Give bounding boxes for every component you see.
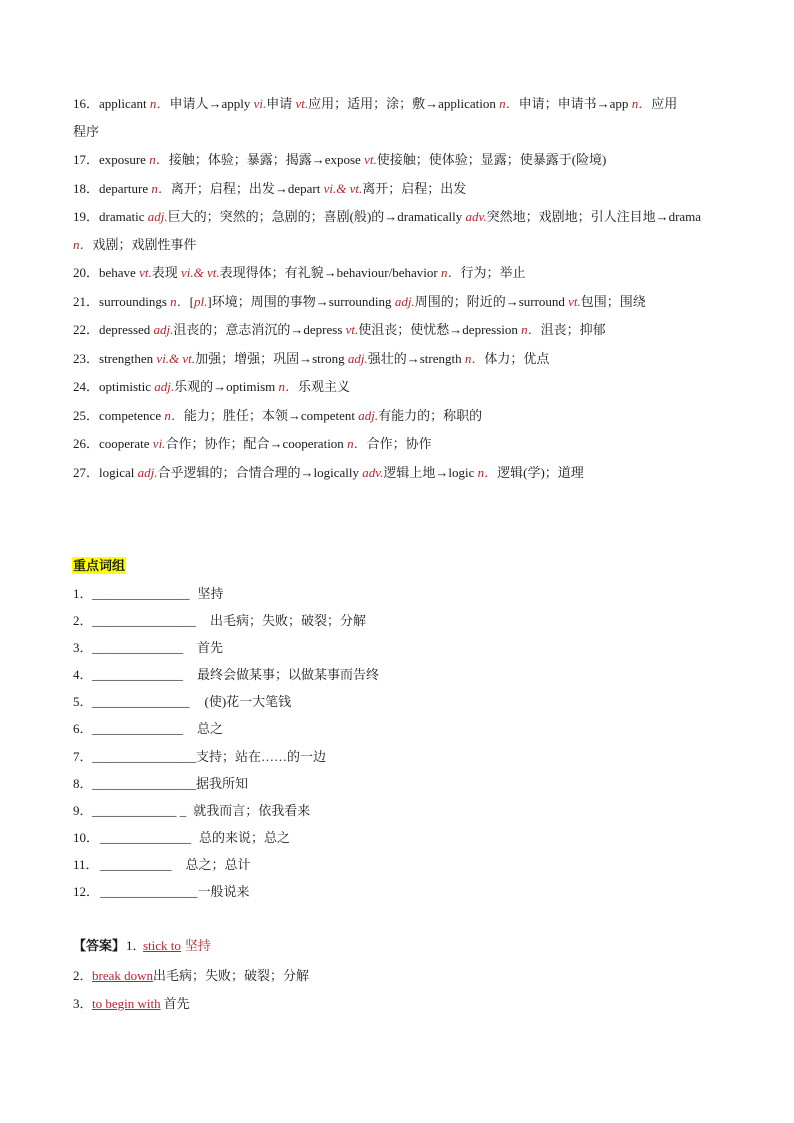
definition-text: 合作；协作；配合→cooperation [165, 436, 348, 451]
vocab-line [73, 146, 733, 174]
definition-text: 应用；适用；涂；敷→application [308, 96, 500, 111]
part-of-speech: n． [149, 96, 170, 111]
answer-blank: ______________ [100, 829, 191, 845]
part-of-speech: adj. [147, 209, 168, 224]
phrase-item [73, 607, 733, 634]
answer-blank: ______________ [92, 640, 183, 656]
definition-text: 表现得体；有礼貌→behaviour/behavior [219, 265, 441, 280]
entry-number: 17． [73, 152, 100, 167]
definition-text: 接触；体验；暴露；揭露→expose [168, 152, 365, 167]
vocab-line [73, 288, 733, 316]
phrase-meaning: (使)花一大笔钱 [204, 694, 292, 710]
definition-text: 应用 [651, 96, 678, 111]
part-of-speech: vt. [295, 96, 309, 111]
vocab-line [73, 459, 733, 487]
item-number: 2． [73, 613, 93, 629]
vocab-line [73, 90, 733, 118]
headword: competence [99, 407, 165, 423]
entry-number: 16． [73, 96, 100, 111]
answer-meaning: 首先 [163, 996, 190, 1011]
headword: logical [99, 464, 138, 480]
phrase-item [73, 715, 733, 742]
answer-item [73, 966, 309, 986]
part-of-speech: n． [440, 265, 461, 280]
definition-text: 合作；协作 [366, 436, 432, 451]
part-of-speech: adv. [362, 464, 384, 480]
answer-blank: _______________ [92, 586, 190, 601]
item-number: 4． [73, 667, 93, 683]
part-of-speech: vi. [253, 96, 267, 111]
phrase-meaning: 支持；站在……的一边 [196, 748, 327, 764]
part-of-speech: n． [164, 407, 184, 423]
phrase-meaning: 最终会做某事；以做某事而告终 [197, 667, 380, 683]
answer-blank: ________________ [92, 748, 196, 764]
part-of-speech: adj. [153, 322, 174, 337]
definition-text: 合乎逻辑的；合情合理的→logically [157, 464, 363, 480]
part-of-speech: n． [347, 436, 367, 451]
answer-blank: ________________ [92, 775, 196, 791]
definition-text: 能力；胜任；本领→competent [183, 407, 359, 423]
answer-phrase: stick to [143, 938, 181, 953]
item-number: 5． [73, 694, 93, 710]
definition-text: 离开；启程；出发→depart [170, 180, 324, 196]
part-of-speech: n． [464, 350, 485, 366]
entry-number: 20． [73, 265, 100, 280]
item-number: 6． [73, 721, 93, 737]
answer-label: 【答案】 [73, 938, 126, 953]
part-of-speech: vt. [364, 152, 377, 167]
phrase-meaning: 据我所知 [196, 775, 249, 791]
definition-text: 沮丧；抑郁 [540, 322, 606, 337]
answer-number: 1． [126, 938, 146, 953]
definition-text: 沮丧的；意志消沉的→depress [173, 322, 346, 337]
definition-text: 突然地；戏剧地；引人注目地→drama [486, 209, 702, 224]
vocab-entry [73, 288, 733, 316]
entry-number: 19． [73, 209, 100, 224]
definition-text: 加强；增强；巩固→strong [195, 350, 348, 366]
answer-item [73, 936, 211, 956]
headword: behave [99, 265, 140, 280]
definition-text: 乐观的→optimism [174, 379, 279, 394]
headword: strengthen [99, 350, 157, 366]
answer-meaning: 坚持 [184, 938, 211, 953]
definition-text: 体力；优点 [484, 350, 550, 366]
item-number: 3． [73, 640, 93, 656]
section-heading: 重点词组 [73, 558, 126, 573]
headword: depressed [99, 322, 154, 337]
vocab-entry [73, 459, 733, 487]
answer-phrase: to begin with [92, 996, 161, 1011]
vocab-line [73, 175, 733, 203]
part-of-speech: n． [631, 96, 652, 111]
entry-number: 21． [73, 293, 100, 309]
definition-text: 包围；围绕 [580, 293, 646, 309]
definition-text: 有能力的；称职的 [378, 407, 483, 423]
part-of-speech: vi.& vt. [180, 265, 220, 280]
vocab-line [73, 118, 733, 146]
definition-text: 乐观主义 [298, 379, 351, 394]
answer-blank: ______________ [92, 721, 183, 737]
headword: surroundings [99, 293, 171, 309]
headword: exposure [99, 152, 150, 167]
phrase-meaning: 总之；总计 [185, 856, 251, 872]
entry-number: 23． [73, 350, 100, 366]
phrase-meaning: 坚持 [197, 586, 224, 601]
answer-number: 3． [73, 996, 93, 1011]
answer-blank: _______________ [92, 694, 190, 710]
part-of-speech: pl. [194, 293, 208, 309]
answer-blank: ______________ [92, 667, 183, 683]
item-number: 12． [73, 884, 100, 900]
definition-text: 逻辑上地→logic [383, 464, 478, 480]
phrase-meaning: 总的来说；总之 [199, 829, 291, 845]
answer-item [73, 994, 190, 1014]
part-of-speech: n． [499, 96, 519, 111]
phrase-item [73, 580, 733, 607]
definition-text: 使沮丧；使忧愁→depression [358, 322, 522, 337]
definition-text: 使接触；使体验；显露；使暴露于(险境) [376, 152, 607, 167]
definition-text: ]环境；周围的事物→surrounding [207, 293, 395, 309]
part-of-speech: adj. [137, 464, 158, 480]
headword: optimistic [99, 379, 155, 394]
vocab-line [73, 259, 733, 287]
definition-text: 程序 [73, 123, 100, 139]
vocab-entry [73, 146, 733, 174]
item-number: 10． [73, 829, 100, 845]
part-of-speech: vt. [345, 322, 359, 337]
part-of-speech: n． [149, 152, 169, 167]
part-of-speech: adj. [358, 407, 379, 423]
answer-phrase: break down [92, 968, 154, 983]
part-of-speech: vi.& vt. [323, 180, 363, 196]
vocab-entry [73, 345, 733, 373]
phrase-meaning: 就我而言；依我看来 [193, 802, 311, 818]
entry-number: 18． [73, 180, 100, 196]
vocab-entry [73, 259, 733, 287]
phrase-item [73, 797, 733, 824]
definition-text: 申请；申请书→app [518, 96, 632, 111]
definition-text: [ [189, 293, 195, 309]
vocabulary-list [73, 90, 733, 487]
phrase-meaning: 出毛病；失败；破裂；分解 [210, 613, 367, 629]
part-of-speech: n． [477, 464, 498, 480]
definition-text: 表现 [151, 265, 181, 280]
part-of-speech: vt. [568, 293, 581, 309]
phrase-item [73, 878, 733, 905]
part-of-speech: adv. [465, 209, 487, 224]
answer-blank: ___________ [100, 856, 172, 872]
item-number: 8． [73, 775, 93, 791]
definition-text: 周围的；附近的→surround [414, 293, 569, 309]
headword: applicant [99, 96, 150, 111]
vocab-entry [73, 175, 733, 203]
entry-number: 24． [73, 379, 100, 394]
definition-text: 行为；举止 [460, 265, 526, 280]
part-of-speech: n． [73, 236, 93, 252]
phrase-item [73, 634, 733, 661]
headword: departure [99, 180, 152, 196]
answer-blank: ________________ [92, 613, 196, 629]
part-of-speech: adj. [154, 379, 175, 394]
phrase-item [73, 851, 733, 878]
part-of-speech: n． [170, 293, 190, 309]
part-of-speech: vt. [139, 265, 152, 280]
entry-number: 27． [73, 464, 100, 480]
part-of-speech: n． [521, 322, 541, 337]
phrase-item [73, 770, 733, 797]
vocab-line [73, 345, 733, 373]
answer-meaning: 出毛病；失败；破裂；分解 [153, 968, 310, 983]
phrase-item [73, 661, 733, 688]
vocab-entry [73, 402, 733, 430]
definition-text: 巨大的；突然的；急剧的；喜剧(般)的→dramatically [167, 209, 466, 224]
definition-text: 离开；启程；出发 [362, 180, 467, 196]
definition-text: 强壮的→strength [367, 350, 465, 366]
phrase-item [73, 688, 733, 715]
vocab-line [73, 203, 733, 231]
part-of-speech: adj. [394, 293, 415, 309]
answer-number: 2． [73, 968, 93, 983]
vocab-line [73, 316, 733, 344]
vocab-entry [73, 373, 733, 401]
vocab-line [73, 231, 733, 259]
part-of-speech: vi.& vt. [156, 350, 196, 366]
answer-blank: _____________ _ [92, 802, 187, 818]
vocab-entry [73, 316, 733, 344]
phrase-meaning: 一般说来 [197, 884, 250, 900]
vocab-line [73, 402, 733, 430]
part-of-speech: n． [278, 379, 299, 394]
part-of-speech: adj. [347, 350, 368, 366]
phrase-meaning: 首先 [197, 640, 224, 656]
vocab-line [73, 430, 733, 458]
definition-text: 申请人→apply [169, 96, 254, 111]
phrase-item [73, 743, 733, 770]
definition-text: 申请 [266, 96, 296, 111]
vocab-entry [73, 430, 733, 458]
phrase-exercise-list [73, 580, 733, 905]
definition-text: 戏剧；戏剧性事件 [92, 236, 197, 252]
vocab-line [73, 373, 733, 401]
item-number: 11． [73, 856, 99, 872]
item-number: 7． [73, 748, 93, 764]
item-number: 1． [73, 586, 93, 601]
definition-text: 逻辑(学)；道理 [497, 464, 584, 480]
entry-number: 25． [73, 407, 100, 423]
vocab-entry [73, 90, 733, 145]
entry-number: 26． [73, 436, 100, 451]
vocab-entry [73, 203, 733, 258]
headword: dramatic [99, 209, 148, 224]
answer-blank: _______________ [100, 884, 198, 900]
part-of-speech: n． [151, 180, 171, 196]
headword: cooperate [99, 436, 153, 451]
part-of-speech: vi. [152, 436, 166, 451]
phrase-item [73, 824, 733, 851]
item-number: 9． [73, 802, 93, 818]
phrase-meaning: 总之 [197, 721, 224, 737]
entry-number: 22． [73, 322, 100, 337]
